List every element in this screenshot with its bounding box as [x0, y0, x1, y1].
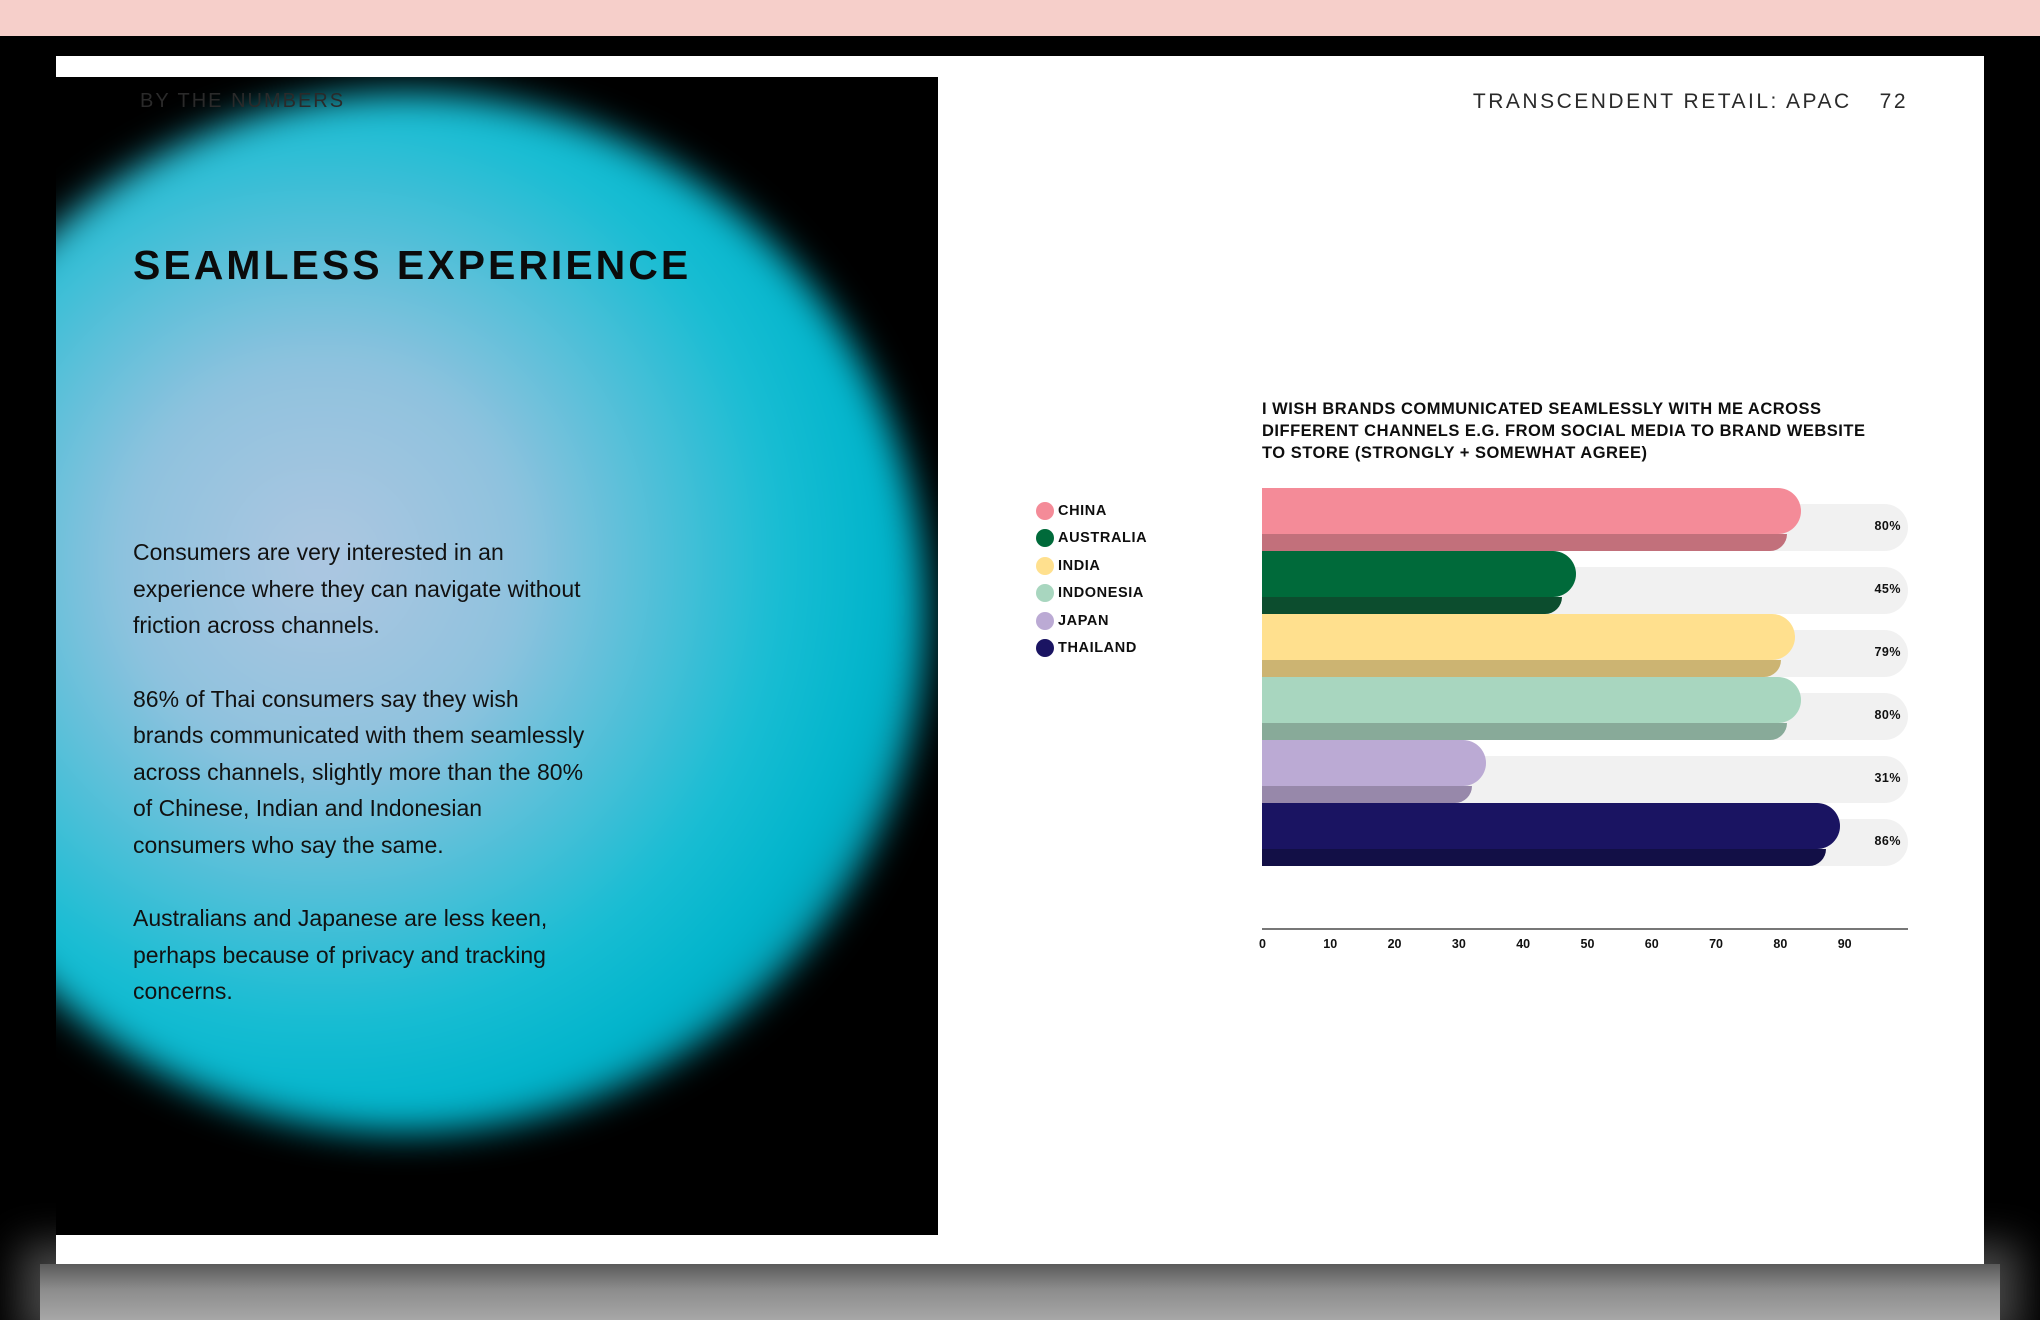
- page-title: SEAMLESS EXPERIENCE: [133, 242, 692, 288]
- x-tick-label: 60: [1644, 937, 1659, 951]
- bar-row: [1262, 488, 1908, 551]
- chart-title: I WISH BRANDS COMMUNICATED SEAMLESSLY WITH ME ACROSS DIFFERENT CHANNELS E.G. FROM SOCIAL MEDIA TO BRAND WEBSITE TO STORE (STRONGLY + SOMEWHAT AGREE): [1262, 400, 1866, 462]
- legend-label: JAPAN: [1058, 612, 1110, 629]
- x-axis-line: [1262, 928, 1908, 930]
- legend-item: [1036, 552, 1147, 580]
- bar: [1262, 803, 1840, 849]
- legend-label: INDIA: [1058, 557, 1101, 574]
- legend-swatch: [1036, 502, 1054, 520]
- bar-row: [1262, 803, 1908, 866]
- legend-swatch: [1036, 584, 1054, 602]
- paragraph: 86% of Thai consumers say they wish brands communicated with them seamlessly across channels, slightly more than the 80% of Chinese, Indian and Indonesian consumers who say the same.: [133, 685, 585, 858]
- bar-depth: [1262, 849, 1826, 866]
- x-tick-label: 50: [1580, 937, 1595, 951]
- bar-row: [1262, 551, 1908, 614]
- top-bar: [0, 0, 2040, 36]
- bar: [1262, 488, 1801, 534]
- x-tick-label: 70: [1709, 937, 1723, 951]
- report-page: [56, 56, 1984, 1264]
- legend-item: [1036, 580, 1147, 608]
- bar-chart: [1259, 488, 1908, 966]
- legend-swatch: [1036, 639, 1054, 657]
- x-tick-label: 90: [1837, 937, 1852, 951]
- body-text: [133, 534, 593, 1047]
- legend-label: THAILAND: [1058, 640, 1137, 657]
- legend-swatch: [1036, 557, 1054, 575]
- viewer-bottom-shadow: [40, 1264, 2000, 1320]
- running-header: [1473, 90, 1908, 114]
- bar-value-label: 80%: [1874, 708, 1901, 722]
- paragraph: Australians and Japanese are less keen, perhaps because of privacy and tracking concerns.: [133, 905, 548, 1004]
- bar-row: [1262, 614, 1908, 677]
- legend-item: [1036, 635, 1147, 663]
- bar-depth: [1262, 723, 1787, 740]
- x-tick-label: 30: [1451, 937, 1466, 951]
- bar: [1262, 677, 1801, 723]
- bar-row: [1262, 677, 1908, 740]
- bar-value-label: 79%: [1874, 645, 1901, 659]
- bar-value-label: 80%: [1874, 519, 1901, 533]
- legend-item: [1036, 497, 1147, 525]
- legend-label: INDONESIA: [1058, 585, 1144, 602]
- x-tick-label: 40: [1516, 937, 1531, 951]
- bar: [1262, 614, 1795, 660]
- bar-value-label: 31%: [1874, 771, 1901, 785]
- paragraph: Consumers are very interested in an experience where they can navigate without friction across channels.: [133, 539, 581, 638]
- legend-item: [1036, 525, 1147, 553]
- bar: [1262, 551, 1576, 597]
- legend-item: [1036, 607, 1147, 635]
- bar-depth: [1262, 660, 1781, 677]
- bar-row: [1262, 740, 1908, 803]
- legend-label: AUSTRALIA: [1058, 530, 1148, 547]
- x-tick-label: 10: [1323, 937, 1338, 951]
- x-tick-label: 0: [1259, 937, 1266, 951]
- legend-label: CHINA: [1058, 502, 1107, 519]
- bar-value-label: 86%: [1874, 834, 1901, 848]
- legend-swatch: [1036, 529, 1054, 547]
- bar-depth: [1262, 597, 1562, 614]
- legend-swatch: [1036, 612, 1054, 630]
- chart-legend: [1036, 497, 1147, 662]
- bar-depth: [1262, 534, 1787, 551]
- report-title: TRANSCENDENT RETAIL: APAC: [1472, 90, 1852, 113]
- bar-value-label: 45%: [1874, 582, 1901, 596]
- section-label: BY THE NUMBERS: [140, 90, 346, 112]
- x-tick-label: 20: [1387, 937, 1402, 951]
- page-number: 72: [1879, 90, 1908, 113]
- x-tick-label: 80: [1773, 937, 1788, 951]
- bar-depth: [1262, 786, 1472, 803]
- bar: [1262, 740, 1486, 786]
